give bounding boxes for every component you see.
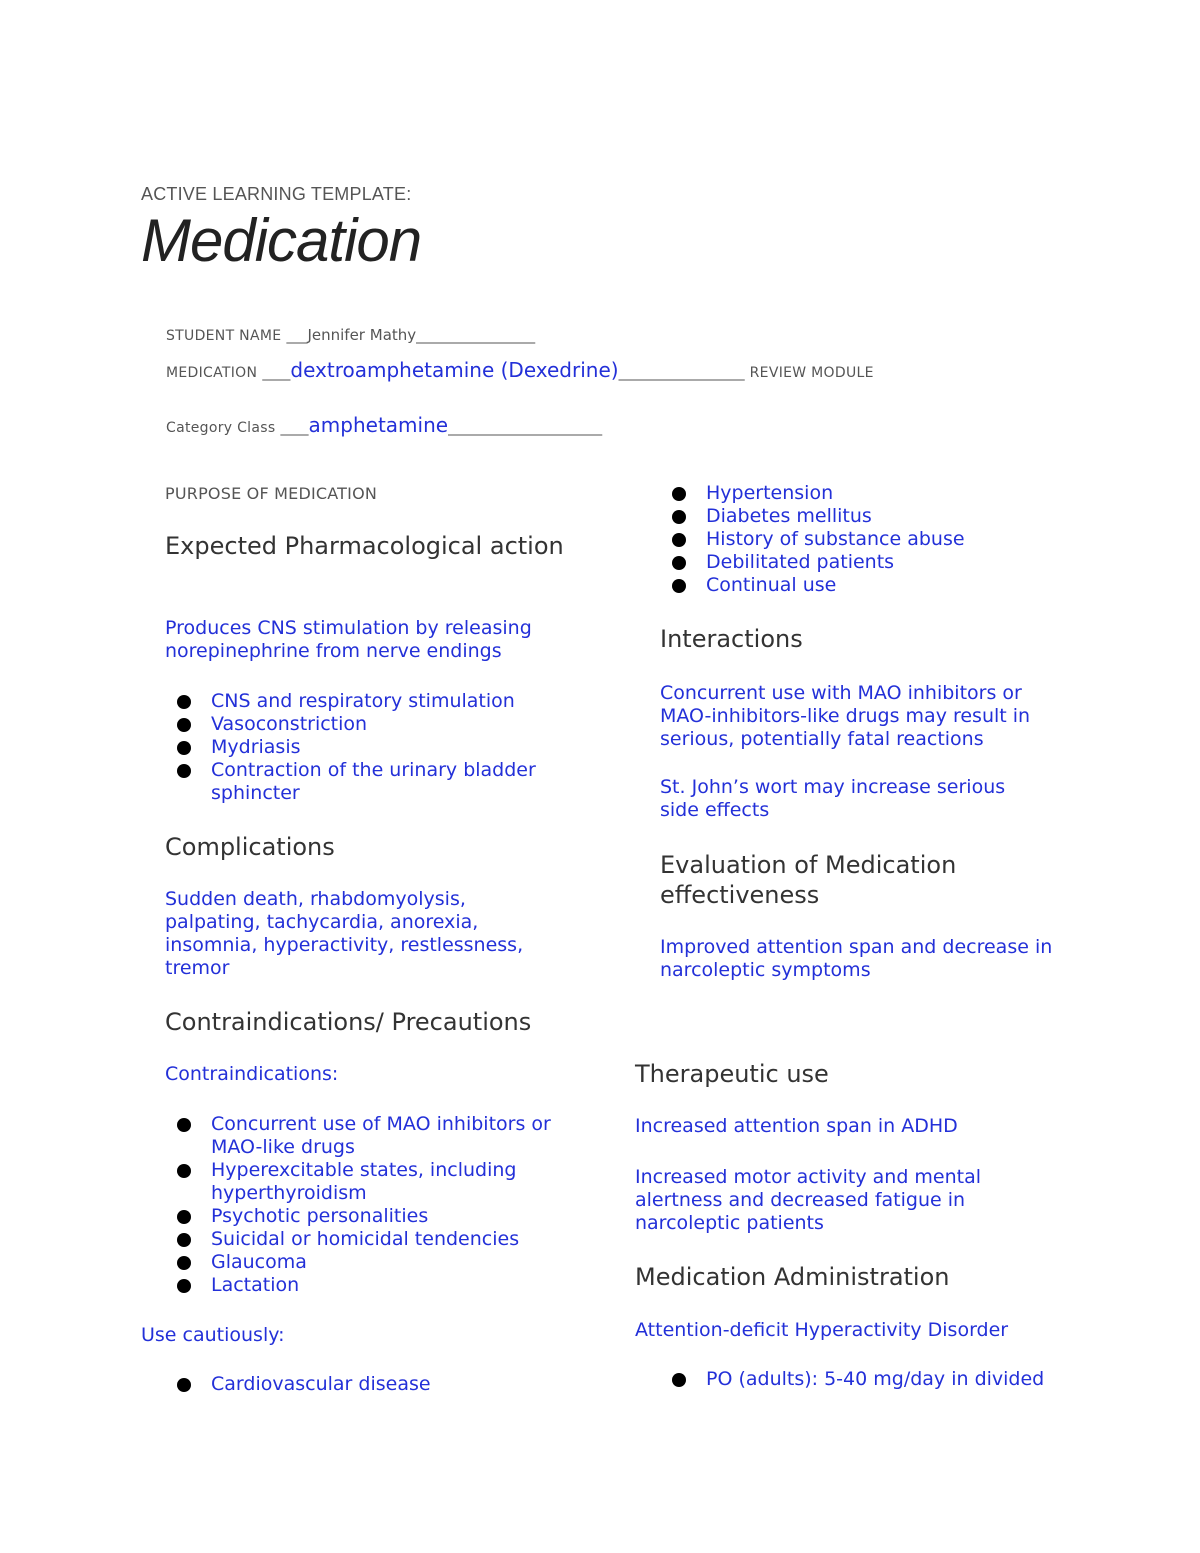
bullet-icon bbox=[672, 510, 686, 524]
student-name-label: STUDENT NAME bbox=[166, 328, 282, 344]
therapeutic-text-2: Increased motor activity and mental alertness and decreased fatigue in narcoleptic patients bbox=[635, 1166, 982, 1234]
category-row: Category Class ____amphetamine______________________ bbox=[166, 413, 603, 437]
category-label: Category Class bbox=[166, 420, 276, 436]
complications-heading: Complications bbox=[165, 833, 335, 861]
bullet-icon bbox=[177, 741, 191, 755]
bullet-icon bbox=[177, 718, 191, 732]
caution-list-left bbox=[165, 1373, 575, 1396]
expected-list bbox=[165, 690, 575, 805]
list-item: Suicidal or homicidal tendencies bbox=[165, 1228, 575, 1251]
caution-label: Use cautiously: bbox=[141, 1324, 285, 1346]
complications-text: Sudden death, rhabdomyolysis, palpating, tachycardia, anorexia, insomnia, hyperactivity, restlessness, tremor bbox=[165, 888, 524, 979]
list-item: Hypertension bbox=[660, 482, 1080, 505]
bullet-icon bbox=[177, 695, 191, 709]
contra-heading: Contraindications/ Precautions bbox=[165, 1008, 532, 1036]
student-name-value: Jennifer Mathy bbox=[307, 326, 417, 344]
contra-label: Contraindications: bbox=[165, 1063, 339, 1085]
evaluation-heading: Evaluation of Medication effectiveness bbox=[660, 851, 957, 909]
list-item: History of substance abuse bbox=[660, 528, 1080, 551]
bullet-icon bbox=[672, 1373, 686, 1387]
contra-list bbox=[165, 1113, 575, 1297]
bullet-icon bbox=[177, 1164, 191, 1178]
list-item: Debilitated patients bbox=[660, 551, 1080, 574]
review-module-label: REVIEW MODULE bbox=[749, 365, 874, 381]
evaluation-text: Improved attention span and decrease in narcoleptic symptoms bbox=[660, 936, 1053, 981]
bullet-icon bbox=[672, 533, 686, 547]
list-item: Mydriasis bbox=[165, 736, 575, 759]
bullet-icon bbox=[672, 556, 686, 570]
list-item: Hyperexcitable states, including hyperthyroidism bbox=[165, 1159, 575, 1205]
bullet-icon bbox=[672, 579, 686, 593]
interactions-text-1: Concurrent use with MAO inhibitors or MAO-inhibitors-like drugs may result in serious, potentially fatal reactions bbox=[660, 682, 1031, 750]
list-item: Continual use bbox=[660, 574, 1080, 597]
medication-value: dextroamphetamine (Dexedrine) bbox=[290, 358, 619, 382]
list-item: Cardiovascular disease bbox=[165, 1373, 575, 1396]
purpose-label: PURPOSE OF MEDICATION bbox=[165, 484, 378, 503]
list-item: Vasoconstriction bbox=[165, 713, 575, 736]
interactions-heading: Interactions bbox=[660, 625, 803, 653]
admin-heading: Medication Administration bbox=[635, 1263, 950, 1291]
list-item: PO (adults): 5-40 mg/day in divided bbox=[660, 1368, 1090, 1391]
list-item: Contraction of the urinary bladder sphincter bbox=[165, 759, 575, 805]
admin-list bbox=[660, 1368, 1090, 1391]
template-title: Medication bbox=[141, 207, 422, 274]
bullet-icon bbox=[177, 1118, 191, 1132]
admin-text: Attention-deficit Hyperactivity Disorder bbox=[635, 1319, 1009, 1341]
category-value: amphetamine bbox=[308, 413, 449, 437]
therapeutic-text-1: Increased attention span in ADHD bbox=[635, 1115, 958, 1137]
list-item: Psychotic personalities bbox=[165, 1205, 575, 1228]
bullet-icon bbox=[177, 1256, 191, 1270]
therapeutic-heading: Therapeutic use bbox=[635, 1060, 829, 1088]
bullet-icon bbox=[177, 1279, 191, 1293]
expected-text: Produces CNS stimulation by releasing norepinephrine from nerve endings bbox=[165, 617, 532, 662]
list-item: CNS and respiratory stimulation bbox=[165, 690, 575, 713]
medication-row: MEDICATION ____dextroamphetamine (Dexedrine)__________________ REVIEW MODULE bbox=[166, 358, 874, 382]
medication-label: MEDICATION bbox=[166, 365, 258, 381]
template-label: ACTIVE LEARNING TEMPLATE: bbox=[141, 184, 412, 204]
bullet-icon bbox=[177, 764, 191, 778]
list-item: Diabetes mellitus bbox=[660, 505, 1080, 528]
expected-heading: Expected Pharmacological action bbox=[165, 532, 564, 560]
caution-list-right bbox=[660, 482, 1080, 597]
list-item: Lactation bbox=[165, 1274, 575, 1297]
list-item: Concurrent use of MAO inhibitors or MAO-like drugs bbox=[165, 1113, 575, 1159]
bullet-icon bbox=[672, 487, 686, 501]
list-item: Glaucoma bbox=[165, 1251, 575, 1274]
bullet-icon bbox=[177, 1378, 191, 1392]
bullet-icon bbox=[177, 1210, 191, 1224]
interactions-text-2: St. John’s wort may increase serious side effects bbox=[660, 776, 1006, 821]
bullet-icon bbox=[177, 1233, 191, 1247]
student-name-row: STUDENT NAME ___Jennifer Mathy_________________ bbox=[166, 326, 536, 344]
